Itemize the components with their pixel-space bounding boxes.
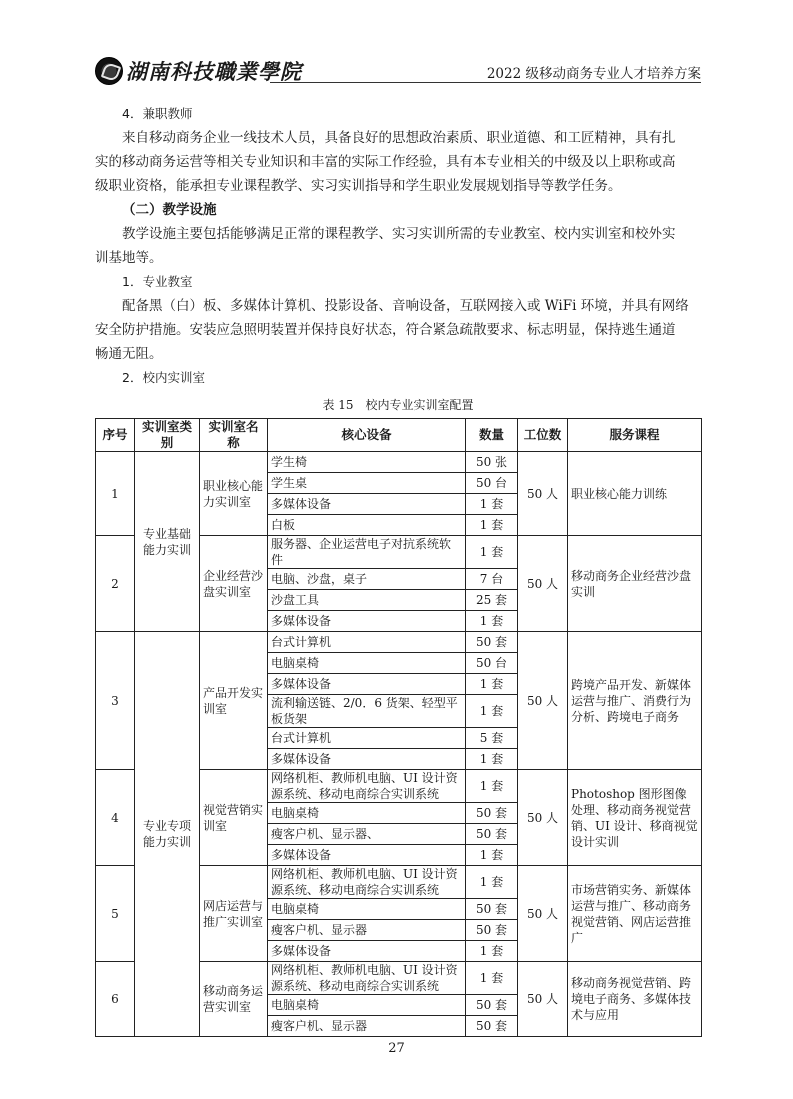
paragraph-line: 实的移动商务运营等相关专业知识和丰富的实际工作经验，具有本专业相关的中级及以上职称或高 xyxy=(95,154,676,170)
stations-cell: 50 人 xyxy=(518,452,568,536)
college-name-logo: 湖南科技職業學院 xyxy=(126,59,302,84)
quantity-cell: 1 套 xyxy=(466,695,518,728)
stations-cell: 50 人 xyxy=(518,866,568,962)
quantity-cell: 1 套 xyxy=(466,941,518,962)
quantity-cell: 50 套 xyxy=(466,995,518,1016)
courses-cell: 跨境产品开发、新媒体运营与推广、消费行为分析、跨境电子商务 xyxy=(568,632,702,770)
quantity-cell: 7 台 xyxy=(466,569,518,590)
equipment-cell: 电脑桌椅 xyxy=(268,653,466,674)
courses-cell: 移动商务企业经营沙盘实训 xyxy=(568,536,702,632)
equipment-cell: 多媒体设备 xyxy=(268,845,466,866)
table-header-row xyxy=(96,419,702,452)
equipment-cell: 服务器、企业运营电子对抗系统软件 xyxy=(268,536,466,569)
courses-cell: 职业核心能力训练 xyxy=(568,452,702,536)
equipment-cell: 多媒体设备 xyxy=(268,674,466,695)
row-number: 5 xyxy=(96,866,135,962)
equipment-cell: 多媒体设备 xyxy=(268,749,466,770)
document-title: 2022 级移动商务专业人才培养方案 xyxy=(486,66,701,82)
column-header: 序号 xyxy=(96,419,135,452)
quantity-cell: 1 套 xyxy=(466,515,518,536)
lab-name: 企业经营沙盘实训室 xyxy=(200,536,268,632)
equipment-cell: 白板 xyxy=(268,515,466,536)
lab-category: 专业专项能力实训 xyxy=(135,632,200,1037)
column-header: 核心设备 xyxy=(268,419,466,452)
row-number: 4 xyxy=(96,770,135,866)
classroom-heading: 1．专业教室 xyxy=(122,274,193,289)
lab-name: 产品开发实训室 xyxy=(200,632,268,770)
table-row xyxy=(96,452,702,473)
column-header: 数量 xyxy=(466,419,518,452)
part-time-teacher-heading: 4．兼职教师 xyxy=(122,106,193,121)
quantity-cell: 50 套 xyxy=(466,632,518,653)
stations-cell: 50 人 xyxy=(518,962,568,1037)
quantity-cell: 1 套 xyxy=(466,962,518,995)
quantity-cell: 50 套 xyxy=(466,824,518,845)
equipment-cell: 多媒体设备 xyxy=(268,941,466,962)
quantity-cell: 50 台 xyxy=(466,473,518,494)
equipment-cell: 电脑桌椅 xyxy=(268,899,466,920)
equipment-cell: 沙盘工具 xyxy=(268,590,466,611)
page-body xyxy=(95,102,701,417)
quantity-cell: 1 套 xyxy=(466,749,518,770)
lab-category: 专业基础能力实训 xyxy=(135,452,200,632)
quantity-cell: 1 套 xyxy=(466,866,518,899)
paragraph-line: 来自移动商务企业一线技术人员，具备良好的思想政治素质、职业道德、和工匠精神，具有扎 xyxy=(122,130,676,146)
quantity-cell: 25 套 xyxy=(466,590,518,611)
quantity-cell: 50 套 xyxy=(466,920,518,941)
equipment-cell: 电脑桌椅 xyxy=(268,803,466,824)
quantity-cell: 50 台 xyxy=(466,653,518,674)
quantity-cell: 1 套 xyxy=(466,494,518,515)
lab-name: 移动商务运营实训室 xyxy=(200,962,268,1037)
quantity-cell: 50 套 xyxy=(466,1016,518,1037)
column-header: 实训室名称 xyxy=(200,419,268,452)
stations-cell: 50 人 xyxy=(518,632,568,770)
equipment-cell: 网络机柜、教师机电脑、UI 设计资源系统、移动电商综合实训系统 xyxy=(268,962,466,995)
table-caption: 表 15 校内专业实训室配置 xyxy=(322,398,474,412)
lab-heading: 2．校内实训室 xyxy=(122,370,205,385)
section-heading: （二）教学设施 xyxy=(122,202,217,218)
paragraph-line: 教学设施主要包括能够满足正常的课程教学、实习实训所需的专业教室、校内实训室和校外实 xyxy=(122,226,676,242)
courses-cell: 移动商务视觉营销、跨境电子商务、多媒体技术与应用 xyxy=(568,962,702,1037)
header-divider xyxy=(270,82,701,83)
row-number: 6 xyxy=(96,962,135,1037)
page-header xyxy=(95,55,701,87)
equipment-cell: 网络机柜、教师机电脑、UI 设计资源系统、移动电商综合实训系统 xyxy=(268,866,466,899)
paragraph-line: 配备黑（白）板、多媒体计算机、投影设备、音响设备，互联网接入或 WiFi 环境，并具有网络 xyxy=(122,298,689,314)
quantity-cell: 1 套 xyxy=(466,536,518,569)
lab-configuration-table xyxy=(95,418,702,1037)
quantity-cell: 1 套 xyxy=(466,845,518,866)
paragraph-line: 训基地等。 xyxy=(95,250,163,266)
equipment-cell: 电脑、沙盘，桌子 xyxy=(268,569,466,590)
quantity-cell: 50 套 xyxy=(466,803,518,824)
courses-cell: 市场营销实务、新媒体运营与推广、移动商务视觉营销、网店运营推广 xyxy=(568,866,702,962)
equipment-cell: 瘦客户机、显示器 xyxy=(268,920,466,941)
quantity-cell: 1 套 xyxy=(466,611,518,632)
lab-name: 视觉营销实训室 xyxy=(200,770,268,866)
row-number: 1 xyxy=(96,452,135,536)
paragraph-line: 安全防护措施。安装应急照明装置并保持良好状态，符合紧急疏散要求、标志明显，保持逃生通道 xyxy=(95,322,676,338)
row-number: 3 xyxy=(96,632,135,770)
equipment-cell: 多媒体设备 xyxy=(268,494,466,515)
lab-name: 职业核心能力实训室 xyxy=(200,452,268,536)
equipment-cell: 学生桌 xyxy=(268,473,466,494)
equipment-cell: 流利输送链、2/0．6 货架、轻型平板货架 xyxy=(268,695,466,728)
paragraph-line: 级职业资格，能承担专业课程教学、实习实训指导和学生职业发展规划指导等教学任务。 xyxy=(95,178,622,194)
quantity-cell: 1 套 xyxy=(466,770,518,803)
row-number: 2 xyxy=(96,536,135,632)
stations-cell: 50 人 xyxy=(518,536,568,632)
equipment-cell: 电脑桌椅 xyxy=(268,995,466,1016)
equipment-cell: 瘦客户机、显示器、 xyxy=(268,824,466,845)
courses-cell: Photoshop 图形图像处理、移动商务视觉营销、UI 设计、移商视觉设计实训 xyxy=(568,770,702,866)
quantity-cell: 50 套 xyxy=(466,899,518,920)
equipment-cell: 多媒体设备 xyxy=(268,611,466,632)
equipment-cell: 瘦客户机、显示器 xyxy=(268,1016,466,1037)
column-header: 实训室类别 xyxy=(135,419,200,452)
column-header: 服务课程 xyxy=(568,419,702,452)
quantity-cell: 5 套 xyxy=(466,728,518,749)
quantity-cell: 50 张 xyxy=(466,452,518,473)
quantity-cell: 1 套 xyxy=(466,674,518,695)
lab-name: 网店运营与推广实训室 xyxy=(200,866,268,962)
stations-cell: 50 人 xyxy=(518,770,568,866)
table-row xyxy=(96,632,702,653)
equipment-cell: 学生椅 xyxy=(268,452,466,473)
equipment-cell: 台式计算机 xyxy=(268,632,466,653)
page-number: 27 xyxy=(388,1041,405,1056)
paragraph-line: 畅通无阻。 xyxy=(95,346,163,362)
college-seal-logo xyxy=(95,57,123,85)
equipment-cell: 台式计算机 xyxy=(268,728,466,749)
column-header: 工位数 xyxy=(518,419,568,452)
equipment-cell: 网络机柜、教师机电脑、UI 设计资源系统、移动电商综合实训系统 xyxy=(268,770,466,803)
